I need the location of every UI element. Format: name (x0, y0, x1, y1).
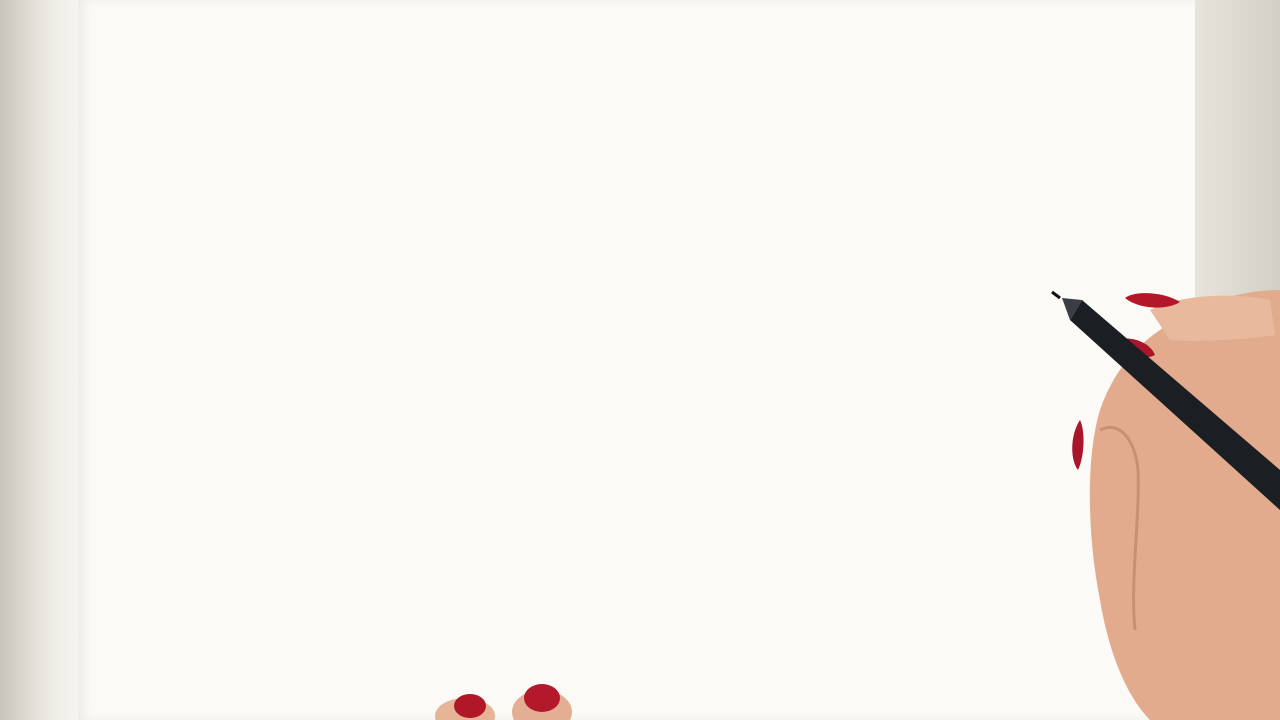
hand-with-pen (1040, 280, 1280, 720)
fingertips (430, 676, 580, 720)
